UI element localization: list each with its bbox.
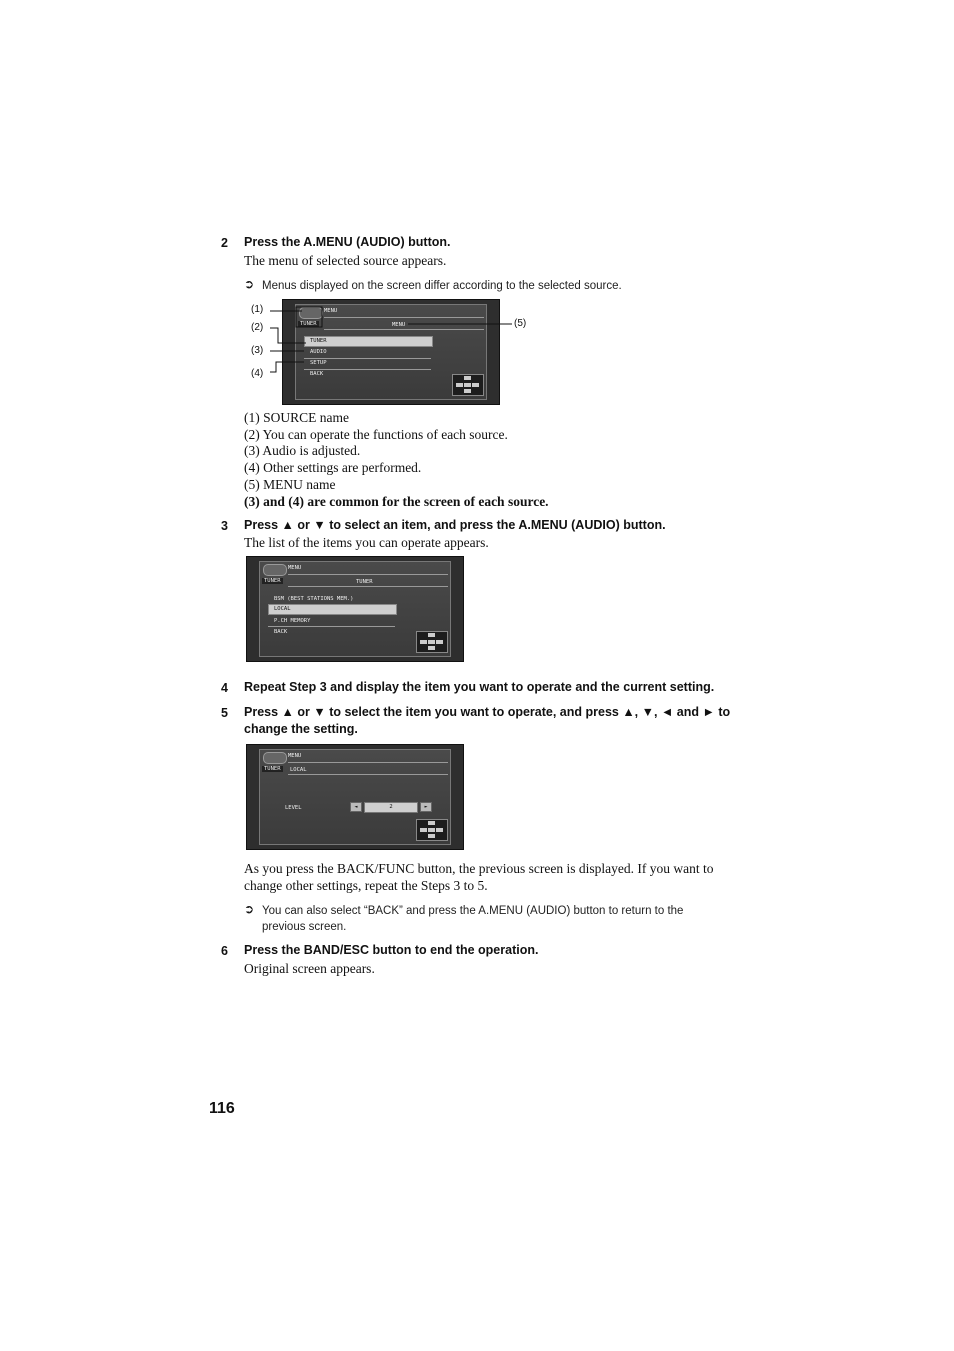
page-number: 116 — [209, 1100, 235, 1117]
menu-item: P.CH MEMORY — [274, 618, 311, 624]
step-heading: Press ▲ or ▼ to select an item, and press the A.MENU (AUDIO) button. — [244, 518, 666, 532]
step-description: Original screen appears. — [244, 961, 375, 976]
callout-4: (4) — [251, 368, 264, 379]
screen-menu-name: TUNER — [356, 579, 373, 585]
note-text: You can also select “BACK” and press the A.MENU (AUDIO) button to return to the — [262, 905, 684, 917]
left-arrow-icon: ◄ — [350, 802, 362, 812]
screen-menu-title: MENU — [324, 308, 338, 314]
screen-source-name: TUNER — [264, 766, 281, 772]
level-label: LEVEL — [285, 805, 302, 811]
note-text-cont: previous screen. — [262, 921, 347, 933]
note-text: Menus displayed on the screen differ according to the selected source. — [262, 280, 622, 292]
divider — [268, 626, 395, 627]
menu-item: AUDIO — [310, 349, 327, 355]
screen-tuner-list — [246, 556, 464, 662]
source-logo-icon — [263, 752, 287, 764]
right-arrow-icon: ► — [420, 802, 432, 812]
screen-source-name: TUNER — [264, 578, 281, 584]
screen-menu-name: MENU — [392, 322, 406, 328]
step-heading: Press ▲ or ▼ to select the item you want to operate, and press ▲, ▼, ◄ and ► to — [244, 705, 731, 719]
menu-item: BACK — [274, 629, 288, 635]
divider — [288, 762, 448, 763]
legend-item: (4) Other settings are performed. — [244, 460, 422, 475]
menu-item: BSM (BEST STATIONS MEM.) — [274, 596, 354, 602]
step-number: 4 — [221, 681, 228, 695]
callout-2: (2) — [251, 322, 264, 333]
step-heading: Press the BAND/ESC button to end the operation. — [244, 943, 539, 957]
source-logo-icon — [263, 564, 287, 576]
divider — [288, 774, 448, 775]
level-value: 2 — [364, 802, 418, 813]
dpad-icon — [416, 819, 448, 841]
step-description: The menu of selected source appears. — [244, 253, 447, 268]
step-description: The list of the items you can operate appears. — [244, 535, 489, 550]
arrow-note-icon: ➲ — [244, 277, 255, 291]
screen-menu-title: MENU — [288, 753, 302, 759]
screen-menu-title: MENU — [288, 565, 302, 571]
legend-common: (3) and (4) are common for the screen of each source. — [244, 494, 549, 509]
dpad-icon — [416, 631, 448, 653]
callout-lines — [240, 300, 540, 380]
paragraph-line: change other settings, repeat the Steps 3 to 5. — [244, 878, 488, 893]
step-heading: Press the A.MENU (AUDIO) button. — [244, 235, 451, 249]
step-number: 3 — [221, 519, 228, 533]
step-heading-cont: change the setting. — [244, 722, 358, 736]
menu-item: TUNER — [310, 338, 327, 344]
arrow-note-icon: ➲ — [244, 902, 255, 916]
paragraph-line: As you press the BACK/FUNC button, the previous screen is displayed. If you want to — [244, 861, 714, 876]
callout-5: (5) — [514, 318, 527, 329]
legend-item: (2) You can operate the functions of each source. — [244, 427, 508, 442]
screen-local-level — [246, 744, 464, 850]
screen-source-name: TUNER — [300, 321, 317, 327]
step-number: 5 — [221, 706, 228, 720]
step-heading: Repeat Step 3 and display the item you want to operate and the current setting. — [244, 680, 715, 694]
callout-1: (1) — [251, 304, 264, 315]
menu-item: BACK — [310, 371, 324, 377]
screen-menu-name: LOCAL — [290, 767, 307, 773]
step-number: 6 — [221, 944, 228, 958]
legend-item: (1) SOURCE name — [244, 410, 349, 425]
menu-item: LOCAL — [274, 606, 291, 612]
legend-item: (5) MENU name — [244, 477, 336, 492]
callout-3: (3) — [251, 345, 264, 356]
menu-item: SETUP — [310, 360, 327, 366]
divider — [288, 586, 448, 587]
legend-item: (3) Audio is adjusted. — [244, 443, 361, 458]
divider — [288, 574, 448, 575]
step-number: 2 — [221, 236, 228, 250]
